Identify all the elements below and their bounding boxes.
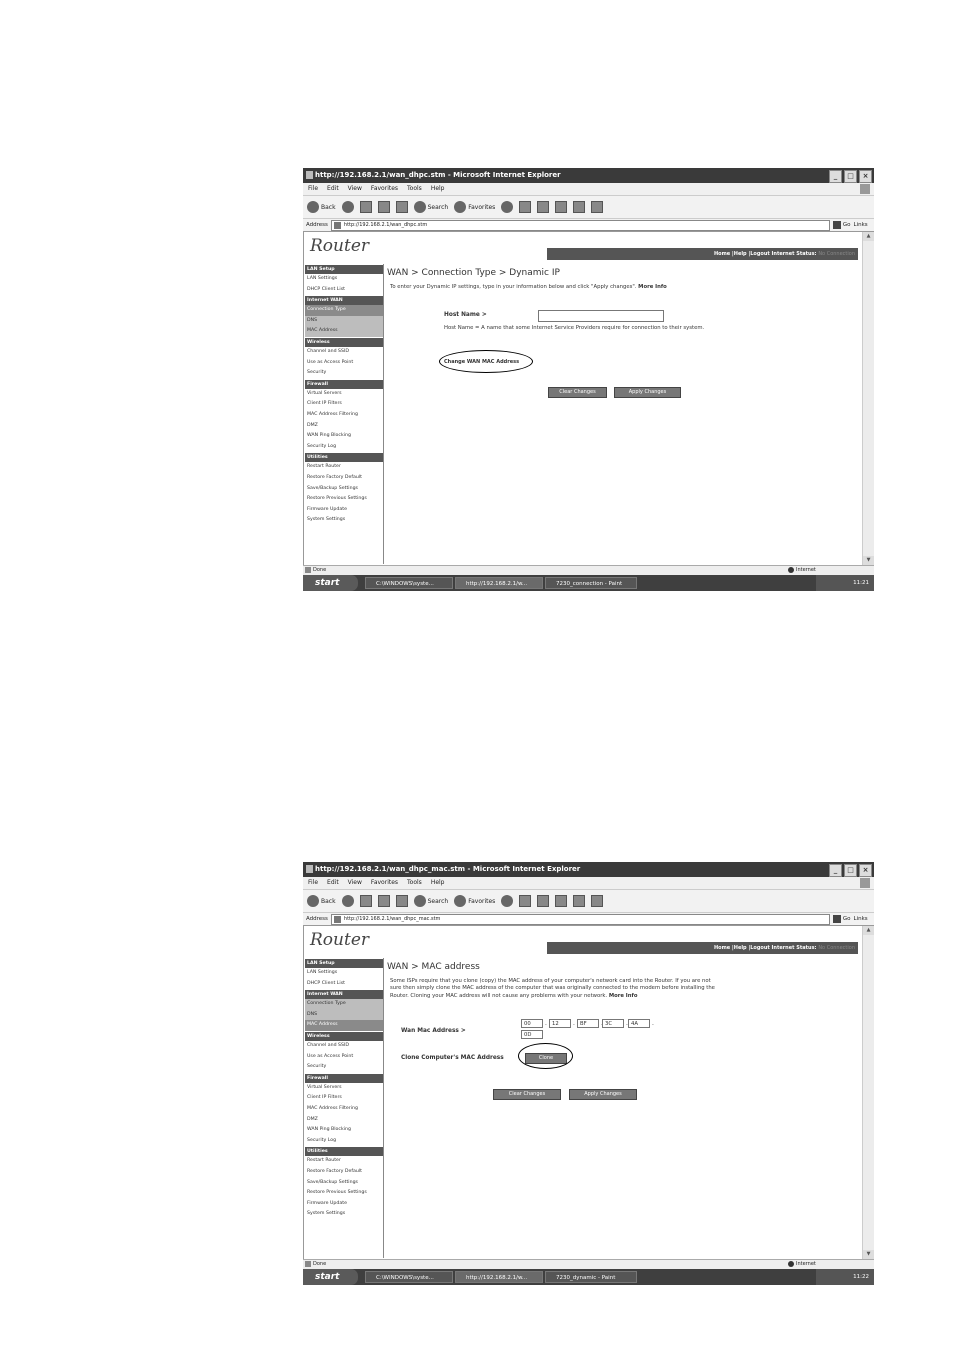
sidebar-section-utilities: Utilities	[305, 453, 383, 462]
home-button[interactable]	[396, 895, 408, 907]
page-icon	[334, 916, 341, 923]
internet-status: No Connection	[818, 945, 855, 951]
page-title: WAN > Connection Type > Dynamic IP	[387, 268, 560, 278]
taskbar-item-browser[interactable]: http://192.168.2.1/w...	[455, 1271, 543, 1283]
favorites-button[interactable]: Favorites	[454, 895, 495, 907]
sidebar-section-lan-setup: LAN Setup	[305, 265, 383, 274]
star-icon	[454, 201, 466, 213]
sidebar-item-security-log[interactable]: Security Log	[307, 1137, 337, 1143]
status-text: Done	[313, 1261, 327, 1267]
main-panel: WAN > MAC address Some ISPs require that you clone (copy) the MAC address of your computer's network card into the Router. If you are not sure then simply clone the MAC address of the computer that was originally connected to the modem before installing the Router. Cloning your MAC address will not cause any problems with your network. More Info Wan Mac Address > 00 . 12 . BF 3C . 4A . 0D Clone Computer's MAC Address Clone Clear Changes Apply Changes	[387, 962, 857, 1000]
status-text: Done	[313, 567, 327, 573]
go-button[interactable]: Go	[833, 913, 851, 925]
sidebar-item-channel-and-ssid[interactable]: Channel and SSID	[307, 1042, 349, 1048]
change-wan-mac-link[interactable]: Change WAN MAC Address	[444, 359, 520, 365]
sidebar-nav	[305, 958, 384, 1258]
ie-icon	[306, 865, 313, 873]
apply-changes-button[interactable]: Apply Changes	[614, 387, 681, 398]
mac-octet-1[interactable]: 00	[521, 1019, 543, 1028]
search-icon	[414, 201, 426, 213]
address-label: Address	[306, 916, 328, 922]
main-panel	[387, 268, 857, 395]
more-info-link[interactable]: More Info	[638, 284, 667, 290]
toolbar	[303, 196, 874, 219]
sidebar-section-firewall: Firewall	[305, 1074, 383, 1083]
scroll-up-arrow[interactable]: ▲	[863, 926, 874, 935]
sidebar-item-lan-settings[interactable]: LAN Settings	[307, 970, 338, 975]
apply-changes-button[interactable]: Apply Changes	[569, 1089, 637, 1100]
address-input[interactable]: http://192.168.2.1/wan_dhpc.stm	[331, 220, 830, 231]
taskbar-item-browser[interactable]: http://192.168.2.1/w...	[455, 577, 543, 589]
wan-mac-label: Wan Mac Address >	[401, 1028, 466, 1034]
intro-text: To enter your Dynamic IP settings, type in your information below and click "Apply changes". More Info	[390, 284, 667, 290]
menu-tools[interactable]: Tools	[407, 879, 422, 886]
menu-view[interactable]: View	[347, 185, 362, 192]
sidebar-item-channel-and-ssid[interactable]: Channel and SSID	[307, 348, 349, 354]
taskbar-item-explorer[interactable]: C:\WINDOWS\syste...	[365, 1271, 453, 1283]
address-bar	[303, 219, 874, 232]
sidebar-item-mac-address[interactable]: MAC Address	[305, 326, 383, 337]
search-button[interactable]: Search	[414, 201, 449, 213]
back-arrow-icon	[307, 895, 319, 907]
sidebar-item-save-backup-settings[interactable]: Save/Backup Settings	[307, 485, 358, 491]
globe-icon	[788, 1261, 794, 1267]
sidebar-item-mac-address-filtering[interactable]: MAC Address Filtering	[307, 1105, 358, 1111]
sidebar-section-lan-setup: LAN Setup	[305, 959, 383, 968]
discuss-button[interactable]	[573, 895, 585, 907]
window-title: http://192.168.2.1/wan_dhpc.stm - Microsoft Internet Explorer	[315, 171, 561, 179]
close-button[interactable]: ×	[859, 170, 872, 183]
close-button[interactable]: ×	[859, 864, 872, 877]
menu-favorites[interactable]: Favorites	[370, 879, 399, 886]
search-icon	[414, 895, 426, 907]
maximize-button[interactable]: □	[844, 170, 857, 183]
page-content	[303, 926, 874, 1259]
refresh-button[interactable]	[378, 895, 390, 907]
sidebar-item-restore-factory-default[interactable]: Restore Factory Default	[307, 474, 363, 480]
clone-mac-label: Clone Computer's MAC Address	[401, 1055, 504, 1061]
system-tray	[816, 575, 874, 591]
clone-button[interactable]: Clone	[525, 1053, 567, 1064]
internet-status: No Connection	[818, 251, 855, 257]
sidebar-section-internet-wan: Internet WAN	[305, 990, 383, 999]
sidebar-item-mac-address[interactable]: MAC Address	[305, 1020, 383, 1031]
menu-favorites[interactable]: Favorites	[370, 185, 399, 192]
menu-help[interactable]: Help	[430, 879, 445, 886]
start-button[interactable]: start	[303, 1269, 358, 1285]
minimize-button[interactable]: _	[829, 864, 842, 877]
sidebar-item-use-as-access-point[interactable]: Use as Access Point	[307, 359, 354, 365]
taskbar-item-paint[interactable]: 7230_connection - Paint	[545, 577, 637, 589]
mac-octet-5[interactable]: 4A	[628, 1019, 650, 1028]
taskbar	[303, 575, 874, 591]
print-button[interactable]	[537, 201, 549, 213]
status-bar	[303, 1259, 874, 1269]
top-nav-links[interactable]: Home |Help |Logout Internet Status:	[713, 251, 817, 257]
sidebar-item-security-log[interactable]: Security Log	[307, 443, 337, 449]
sidebar-item-client-ip-filters[interactable]: Client IP Filters	[307, 401, 342, 407]
toolbar	[303, 890, 874, 913]
taskbar	[303, 1269, 874, 1285]
edit-button[interactable]	[555, 201, 567, 213]
history-button[interactable]	[501, 201, 513, 213]
go-arrow-icon	[833, 221, 841, 229]
globe-icon	[788, 567, 794, 573]
vertical-scrollbar[interactable]	[862, 232, 874, 565]
ie-icon	[306, 171, 313, 179]
menu-bar	[303, 877, 874, 890]
sidebar-item-wan-ping-blocking[interactable]: WAN Ping Blocking	[307, 1127, 351, 1133]
windows-flag-icon	[860, 184, 870, 194]
maximize-button[interactable]: □	[844, 864, 857, 877]
security-zone: Internet	[788, 1260, 816, 1269]
host-name-help: Host Name = A name that some Internet Service Providers require for connection to their system.	[444, 325, 705, 331]
back-button[interactable]: Back	[307, 895, 336, 907]
taskbar-item-explorer[interactable]: C:\WINDOWS\syste...	[365, 577, 453, 589]
sidebar-item-firmware-update[interactable]: Firmware Update	[307, 506, 347, 512]
security-zone: Internet	[788, 566, 816, 575]
sidebar-item-dmz[interactable]: DMZ	[307, 1116, 318, 1122]
mac-octet-6[interactable]: 0D	[521, 1030, 543, 1039]
sidebar-item-dhcp-client-list[interactable]: DHCP Client List	[307, 286, 345, 292]
sidebar-item-connection-type[interactable]: Connection Type	[305, 999, 383, 1010]
sidebar-item-system-settings[interactable]: System Settings	[307, 517, 346, 523]
highlight-oval	[439, 350, 533, 373]
more-info-link[interactable]: More Info	[608, 992, 638, 999]
sidebar-item-wan-ping-blocking[interactable]: WAN Ping Blocking	[307, 433, 351, 439]
windows-flag-icon	[860, 878, 870, 888]
favorites-button[interactable]: Favorites	[454, 201, 495, 213]
address-input[interactable]: http://192.168.2.1/wan_dhpc_mac.stm	[331, 914, 830, 925]
sidebar-item-dhcp-client-list[interactable]: DHCP Client List	[307, 980, 345, 986]
scroll-down-arrow[interactable]: ▼	[863, 556, 874, 565]
stop-button[interactable]	[360, 201, 372, 213]
sidebar-nav	[305, 264, 384, 564]
menu-tools[interactable]: Tools	[407, 185, 422, 192]
menu-file[interactable]: File	[308, 185, 319, 192]
address-label: Address	[306, 222, 328, 228]
taskbar-item-paint[interactable]: 7230_dynamic - Paint	[545, 1271, 637, 1283]
host-name-input[interactable]	[538, 310, 664, 322]
page-title: WAN > MAC address	[387, 962, 480, 972]
highlight-oval	[518, 1043, 573, 1069]
edit-button[interactable]	[555, 895, 567, 907]
scroll-down-arrow[interactable]: ▼	[863, 1250, 874, 1259]
minimize-button[interactable]: _	[829, 170, 842, 183]
clear-changes-button[interactable]: Clear Changes	[493, 1089, 561, 1100]
menu-view[interactable]: View	[347, 879, 362, 886]
sidebar-item-virtual-servers[interactable]: Virtual Servers	[307, 390, 342, 396]
scroll-up-arrow[interactable]: ▲	[863, 232, 874, 241]
router-logo: Router	[310, 930, 370, 950]
page-icon	[334, 222, 341, 229]
links-button[interactable]: Links	[853, 916, 868, 922]
stop-button[interactable]	[360, 895, 372, 907]
search-button[interactable]: Search	[414, 895, 449, 907]
sidebar-item-dmz[interactable]: DMZ	[307, 422, 318, 428]
system-tray	[816, 1269, 874, 1285]
sidebar-item-dns[interactable]: DNS	[305, 1010, 383, 1021]
clock: 11:21	[853, 580, 869, 586]
host-name-label: Host Name >	[444, 312, 487, 318]
clear-changes-button[interactable]: Clear Changes	[548, 387, 607, 398]
menu-edit[interactable]: Edit	[327, 879, 339, 886]
browser-window-mac-address	[303, 862, 874, 1292]
mac-octet-2[interactable]: 12	[549, 1019, 571, 1028]
top-nav-bar	[547, 942, 858, 954]
sidebar-item-mac-address-filtering[interactable]: MAC Address Filtering	[307, 411, 358, 417]
browser-window-dynamic-ip	[303, 168, 874, 598]
mac-octet-4[interactable]: 3C	[602, 1019, 624, 1028]
refresh-button[interactable]	[378, 201, 390, 213]
mac-octet-3[interactable]: BF	[577, 1019, 599, 1028]
sidebar-item-security[interactable]: Security	[307, 370, 327, 376]
sidebar-item-firmware-update[interactable]: Firmware Update	[307, 1200, 347, 1206]
sidebar-item-client-ip-filters[interactable]: Client IP Filters	[307, 1095, 342, 1101]
sidebar-item-lan-settings[interactable]: LAN Settings	[307, 276, 338, 281]
sidebar-item-restore-previous-settings[interactable]: Restore Previous Settings	[307, 496, 367, 502]
back-button[interactable]: Back	[307, 201, 336, 213]
page-content	[303, 232, 874, 565]
sidebar-item-save-backup-settings[interactable]: Save/Backup Settings	[307, 1179, 358, 1185]
sidebar-item-restore-previous-settings[interactable]: Restore Previous Settings	[307, 1190, 367, 1196]
discuss-button[interactable]	[573, 201, 585, 213]
router-logo: Router	[310, 236, 370, 256]
page-done-icon	[305, 567, 311, 573]
menu-help[interactable]: Help	[430, 185, 445, 192]
sidebar-item-use-as-access-point[interactable]: Use as Access Point	[307, 1053, 354, 1059]
address-bar	[303, 913, 874, 926]
go-arrow-icon	[833, 915, 841, 923]
vertical-scrollbar[interactable]	[862, 926, 874, 1259]
forward-button[interactable]	[342, 201, 354, 213]
sidebar-section-utilities: Utilities	[305, 1147, 383, 1156]
clock: 11:22	[853, 1274, 869, 1280]
history-button[interactable]	[501, 895, 513, 907]
go-button[interactable]: Go	[833, 219, 851, 231]
sidebar-item-connection-type[interactable]: Connection Type	[305, 305, 383, 316]
sidebar-item-security[interactable]: Security	[307, 1064, 327, 1070]
window-title: http://192.168.2.1/wan_dhpc_mac.stm - Microsoft Internet Explorer	[315, 865, 581, 873]
mail-button[interactable]	[519, 895, 531, 907]
top-nav-bar	[547, 248, 858, 260]
sidebar-section-firewall: Firewall	[305, 380, 383, 389]
links-button[interactable]: Links	[853, 222, 868, 228]
menu-file[interactable]: File	[308, 879, 319, 886]
star-icon	[454, 895, 466, 907]
start-button[interactable]: start	[303, 575, 358, 591]
print-button[interactable]	[537, 895, 549, 907]
window-titlebar	[303, 862, 874, 877]
sidebar-section-wireless: Wireless	[305, 1032, 383, 1041]
sidebar-item-virtual-servers[interactable]: Virtual Servers	[307, 1084, 342, 1090]
sidebar-section-internet-wan: Internet WAN	[305, 296, 383, 305]
top-nav-links[interactable]: Home |Help |Logout Internet Status:	[713, 945, 817, 951]
back-arrow-icon	[307, 201, 319, 213]
messenger-button[interactable]	[591, 201, 603, 213]
page-done-icon	[305, 1261, 311, 1267]
window-titlebar	[303, 168, 874, 183]
mail-button[interactable]	[519, 201, 531, 213]
menu-bar	[303, 183, 874, 196]
status-bar	[303, 565, 874, 575]
menu-edit[interactable]: Edit	[327, 185, 339, 192]
messenger-button[interactable]	[591, 895, 603, 907]
sidebar-item-restart-router[interactable]: Restart Router	[307, 464, 341, 470]
sidebar-item-dns[interactable]: DNS	[305, 316, 383, 327]
sidebar-item-system-settings[interactable]: System Settings	[307, 1211, 346, 1217]
forward-button[interactable]	[342, 895, 354, 907]
sidebar-item-restart-router[interactable]: Restart Router	[307, 1158, 341, 1164]
sidebar-item-restore-factory-default[interactable]: Restore Factory Default	[307, 1168, 363, 1174]
intro-text: Some ISPs require that you clone (copy) the MAC address of your computer's network card into the Router. If you are not sure then simply clone the MAC address of the computer that was originally connected to the modem before installing the Router. Cloning your MAC address will not cause any problems with your network. More Info	[390, 978, 715, 999]
sidebar-section-wireless: Wireless	[305, 338, 383, 347]
home-button[interactable]	[396, 201, 408, 213]
